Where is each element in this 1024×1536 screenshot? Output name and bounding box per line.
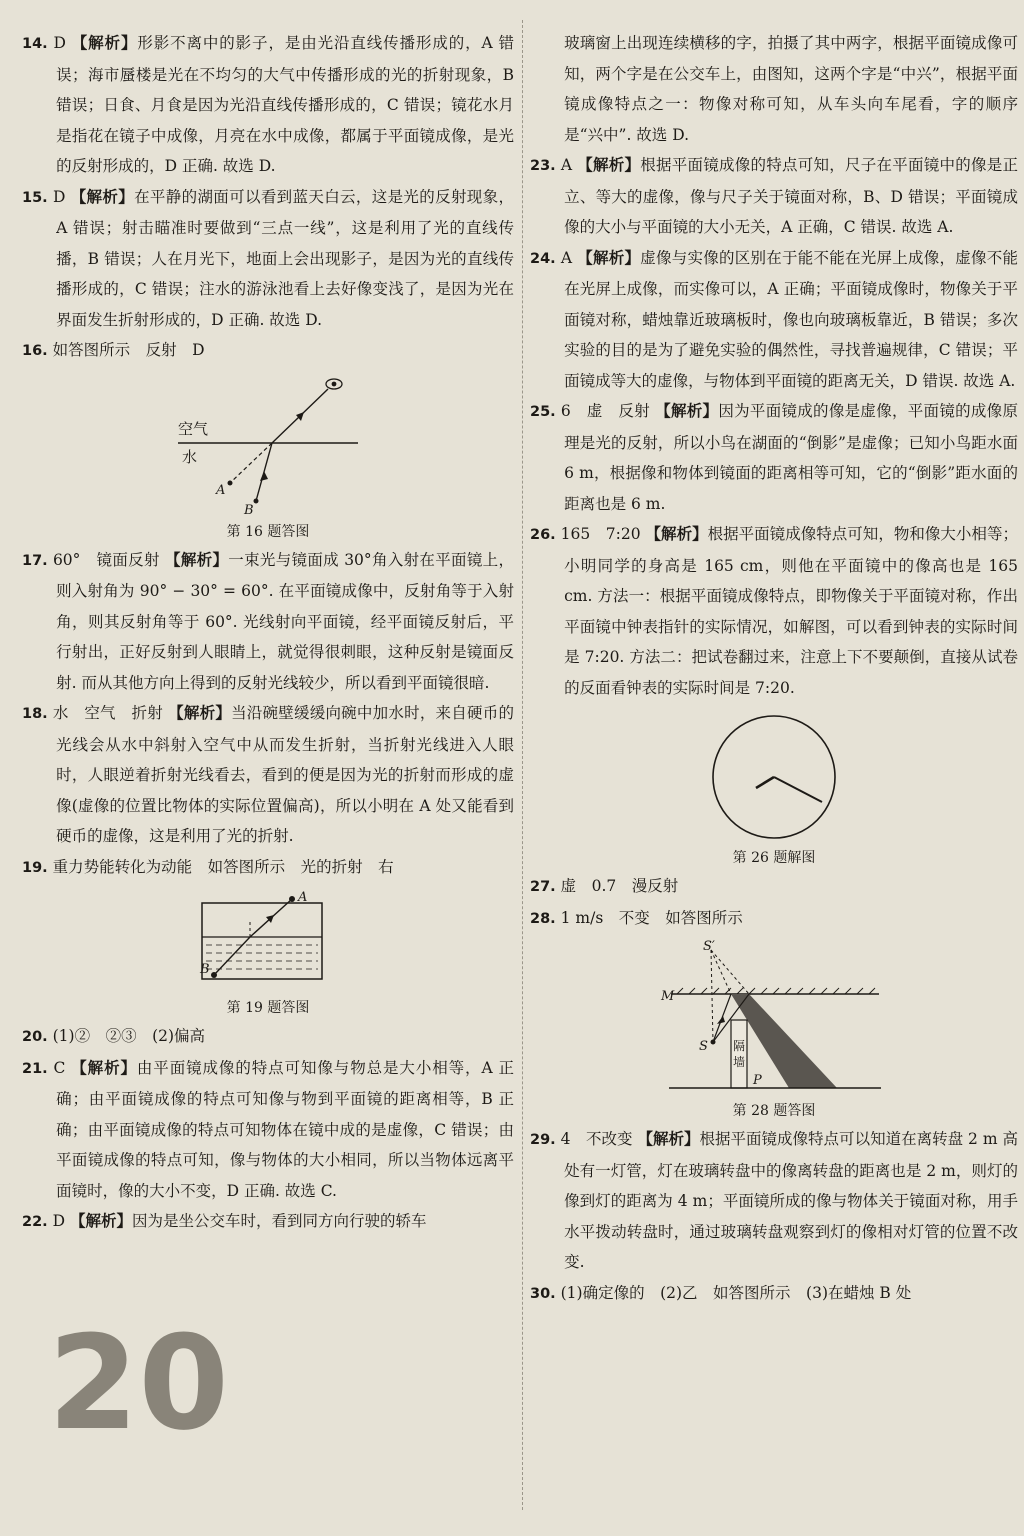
figure-16 <box>22 371 514 543</box>
mirror-wall-diagram <box>659 938 889 1100</box>
answer-text: 虚 0.7 漫反射 <box>560 877 679 895</box>
question-number: 24. <box>530 250 556 267</box>
analysis-text: 在平静的湖面可以看到蓝天白云，这是光的反射现象，A 错误；射击瞄准时要做到“三点一线”，这是利用了光的直线传播，B 错误；人在月光下，地面上会出现影子，是因为光的直线传播形成的，C 错误；注水的游泳池看上去好像变浅了，是因为光在界面发生折射形成的，D 正确. 故选 D. <box>56 187 514 329</box>
answer-17 <box>22 545 514 699</box>
answer-16 <box>22 335 514 367</box>
label-a: A <box>216 482 226 498</box>
question-number: 25. <box>530 404 556 420</box>
answer-text: 1 m/s 不变 如答图所示 <box>560 908 743 927</box>
analysis-text: 根据平面镜成像的特点可知，尺子在平面镜中的像是正立、等大的虚像，像与尺子关于镜面对称，B、D 错误；平面镜成像的大小与平面镜的大小无关，A 正确，C 错误. 故选 A. <box>564 156 1018 236</box>
analysis-text: 形影不离中的影子，是由光沿直线传播形成的，A 错误；海市蜃楼是光在不均匀的大气中传播形成的光的折射现象，B 错误；日食、月食是因为光沿直线传播形成的，C 错误；镜花水月是指花在镜子中成像，月亮在水中成像，都属于平面镜成像，是光的反射形成的，D 正确. 故选 D. <box>56 34 514 175</box>
question-number: 23. <box>530 158 556 174</box>
answer-choice: A <box>560 248 573 267</box>
answer-25 <box>530 396 1018 519</box>
label-m: M <box>661 989 675 1004</box>
answer-22 <box>22 1206 514 1238</box>
label-a: A <box>298 890 308 905</box>
refraction-diagram <box>168 371 368 521</box>
figure-caption: 第 28 题答图 <box>732 1103 816 1119</box>
answer-choice: D <box>52 1212 66 1230</box>
answer-22-continued: 玻璃窗上出现连续横移的字，拍摄了其中两字，根据平面镜成像可知，两个字是在公交车上，由图知，这两个字是“中兴”，根据平面镜成像特点之一：物像对称可知，从车头向车尾看，字的顺序是“兴中”. 故选 D. <box>564 34 1018 144</box>
minute-hand <box>774 777 822 802</box>
partition-wall <box>731 1020 747 1088</box>
question-number: 17. <box>22 552 48 569</box>
figure-26 <box>530 707 1018 869</box>
answer-19 <box>22 852 514 884</box>
question-number: 15. <box>22 189 48 206</box>
question-number: 27. <box>530 879 556 895</box>
analysis-text: 因为平面镜成的像是虚像，平面镜的成像原理是光的反射，所以小鸟在湖面的“倒影”是虚像；已知小鸟距水面 6 m，根据像和物体到镜面的距离相等可知，它的“倒影”距水面的距离也是 6 m. <box>564 402 1018 513</box>
answer-30 <box>530 1278 1018 1310</box>
answer-29 <box>530 1124 1018 1278</box>
answer-24 <box>530 243 1018 397</box>
question-number: 21. <box>22 1060 48 1077</box>
column-divider <box>522 20 523 1510</box>
label-wall-2: 墙 <box>733 1055 746 1069</box>
question-number: 20. <box>22 1029 48 1045</box>
label-s-image: S′ <box>703 939 715 954</box>
answer-text: 60° 镜面反射 <box>52 550 160 569</box>
analysis-text: 由平面镜成像的特点可知像与物总是大小相等，A 正确；由平面镜成像的特点可知像与物到平面镜的距离相等，B 正确；由平面镜成像的特点可知物体在镜中成的是虚像，C 错误；由平面镜成像的特点可知，像与物体的大小相同，所以当物体远离平面镜时，像的大小不变，D 正确. 故选 C. <box>56 1058 514 1200</box>
question-number: 14. <box>22 36 48 52</box>
answer-text: 重力势能转化为动能 如答图所示 光的折射 右 <box>52 857 394 876</box>
answer-26 <box>530 519 1018 703</box>
answer-text: (1)确定像的 (2)乙 如答图所示 (3)在蜡烛 B 处 <box>560 1283 912 1302</box>
page-number: 20 <box>48 1307 229 1459</box>
analysis-tag: 【解析】 <box>637 1130 700 1148</box>
question-number: 16. <box>22 343 48 359</box>
analysis-text: 根据平面镜成像特点可以知道在离转盘 2 m 高处有一灯管，灯在玻璃转盘中的像离转盘的距离也是 2 m，则灯的像到灯的距离为 4 m；平面镜所成的像与物体关于镜面对称，用手水平拨动转盘时，通过玻璃转盘观察到灯的像相对灯管的位置不改变. <box>564 1130 1018 1271</box>
analysis-text: 一束光与镜面成 30°角入射在平面镜上，则入射角为 90° − 30° = 60°. 在平面镜成像中，反射角等于入射角，则其反射角等于 60°. 光线射向平面镜，经平面镜反射后，平行射出，正好反射到人眼睛上，就觉得很刺眼，这种反射是镜面反射. 而从其他方向上得到的反射光线较少，所以看到平面镜很暗. <box>56 550 514 692</box>
answer-choice: A <box>560 156 573 174</box>
label-air: 空气 <box>178 419 209 438</box>
answer-text: (1)② ②③ (2)偏高 <box>52 1027 206 1045</box>
label-b: B <box>244 502 254 518</box>
analysis-tag: 【解析】 <box>70 187 135 206</box>
answer-text: 165 7:20 <box>560 525 641 543</box>
answer-21 <box>22 1053 514 1207</box>
analysis-text: 根据平面镜成像特点可知，物和像大小相等；小明同学的身高是 165 cm，则他在平面镜中的像高也是 165 cm. 方法一：根据平面镜成像特点，即物像关于平面镜对称，作出平面镜中钟表指针的实际情况，如解图，可以看到钟表的实际时间是 7:20. 方法二：把试卷翻过来，注意上下不要颠倒，直接从试卷的反面看钟表的实际时间是 7:20. <box>564 525 1018 697</box>
figure-28 <box>530 938 1018 1122</box>
analysis-text: 因为是坐公交车时，看到同方向行驶的轿车 <box>132 1212 427 1230</box>
analysis-tag: 【解析】 <box>71 1058 137 1077</box>
label-s: S <box>699 1039 708 1054</box>
answer-28 <box>530 903 1018 935</box>
figure-caption: 第 19 题答图 <box>226 1000 310 1016</box>
answer-text: 6 虚 反射 <box>560 402 650 420</box>
answer-choice: D <box>53 34 66 52</box>
label-b: B <box>200 962 210 977</box>
answer-20 <box>22 1021 514 1053</box>
analysis-tag: 【解析】 <box>165 550 229 569</box>
question-number: 19. <box>22 859 48 876</box>
bowl-diagram <box>188 887 348 997</box>
label-p: P <box>753 1073 762 1088</box>
answer-text: 如答图所示 反射 D <box>52 341 205 359</box>
analysis-tag: 【解析】 <box>577 156 641 174</box>
question-number: 28. <box>530 910 556 927</box>
analysis-tag: 【解析】 <box>645 525 708 543</box>
right-column <box>530 28 1018 1309</box>
answer-choice: D <box>52 187 66 206</box>
question-number: 22. <box>22 1214 48 1230</box>
figure-caption: 第 26 题解图 <box>732 850 816 866</box>
question-number: 26. <box>530 527 556 543</box>
analysis-text: 当沿碗壁缓缓向碗中加水时，来自硬币的光线会从水中斜射入空气中从而发生折射，当折射光线进入人眼时，人眼逆着折射光线看去，看到的便是因为光的折射而形成的虚像(虚像的位置比物体的实际位置偏高)，所以小明在 A 处又能看到硬币的虚像，这是利用了光的折射. <box>56 704 514 845</box>
clock-diagram <box>704 707 844 847</box>
answer-choice: C <box>53 1058 66 1077</box>
label-water: 水 <box>182 447 198 466</box>
answer-14 <box>22 28 514 182</box>
analysis-tag: 【解析】 <box>655 402 719 420</box>
question-number: 18. <box>22 706 48 722</box>
answer-18 <box>22 698 514 852</box>
analysis-text: 虚像与实像的区别在于能不能在光屏上成像，虚像不能在光屏上成像，而实像可以，A 正确；平面镜成像时，物像关于平面镜对称，蜡烛靠近玻璃板时，像也向玻璃板靠近，B 错误；多次实验的目的是为了避免实验的偶然性，寻找普遍规律，C 错误；平面镜成等大的虚像，与物体到平面镜的距离无关，D 错误. 故选 A. <box>564 248 1018 390</box>
answer-15 <box>22 182 514 336</box>
answer-23 <box>530 150 1018 243</box>
analysis-tag: 【解析】 <box>168 704 232 722</box>
figure-caption: 第 16 题答图 <box>226 523 310 540</box>
label-wall-1: 隔 <box>733 1039 746 1053</box>
question-number: 29. <box>530 1132 556 1148</box>
hour-hand <box>756 777 774 788</box>
answer-text: 水 空气 折射 <box>52 704 163 722</box>
question-number: 30. <box>530 1285 556 1302</box>
answer-text: 4 不改变 <box>560 1130 633 1148</box>
figure-19 <box>22 887 514 1019</box>
analysis-tag: 【解析】 <box>71 34 138 52</box>
analysis-tag: 【解析】 <box>577 248 641 267</box>
analysis-tag: 【解析】 <box>70 1212 133 1230</box>
answer-27 <box>530 871 1018 903</box>
left-column <box>22 28 514 1238</box>
